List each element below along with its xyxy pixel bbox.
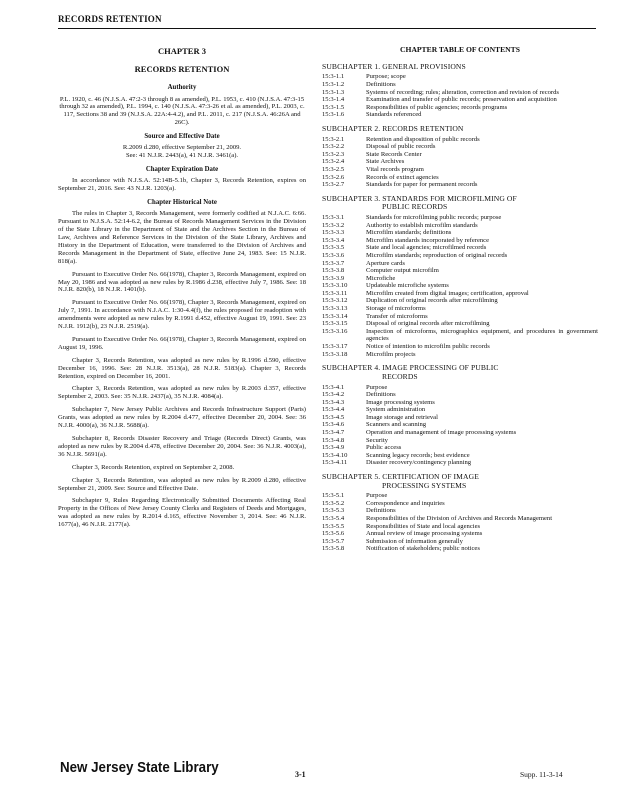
- subchapter-heading: [322, 63, 598, 72]
- section-title: Purpose; scope: [366, 73, 406, 81]
- toc-entry[interactable]: [322, 222, 598, 230]
- toc-entry[interactable]: [322, 391, 598, 399]
- section-number: 15:3-3.13: [322, 305, 348, 313]
- section-number: 15:3-1.6: [322, 111, 345, 119]
- toc-entry[interactable]: [322, 429, 598, 437]
- section-title: Disposal of public records: [366, 143, 436, 151]
- section-title: Definitions: [366, 81, 396, 89]
- toc-entry[interactable]: [322, 320, 598, 328]
- section-number: 15:3-3.9: [322, 274, 345, 282]
- section-title: State and local agencies; microfilmed records: [366, 244, 487, 252]
- toc-entry[interactable]: [322, 530, 598, 538]
- section-number: 15:3-5.2: [322, 499, 345, 507]
- section-number: 15:3-4.1: [322, 383, 345, 391]
- subchapter-heading: [322, 473, 598, 490]
- section-title: Microfilm standards incorporated by reference: [366, 236, 490, 244]
- section-number: 15:3-3.5: [322, 244, 345, 252]
- section-number: 15:3-3.12: [322, 297, 348, 305]
- history-heading: Chapter Historical Note: [147, 199, 217, 207]
- toc-entry[interactable]: [322, 104, 598, 112]
- section-number: 15:3-4.3: [322, 398, 345, 406]
- section-number: 15:3-4.6: [322, 421, 345, 429]
- toc-entry[interactable]: [322, 351, 598, 359]
- toc-entry[interactable]: [322, 313, 598, 321]
- toc-entry[interactable]: [322, 492, 598, 500]
- section-title: Notice of intention to microfilm public records: [366, 342, 490, 350]
- section-number: 15:3-5.4: [322, 515, 345, 523]
- library-logo: New Jersey State Library: [60, 760, 219, 776]
- toc-entry[interactable]: [322, 421, 598, 429]
- section-title: Microfiche: [366, 274, 396, 282]
- section-number: 15:3-4.9: [322, 444, 345, 452]
- section-number: 15:3-5.5: [322, 522, 345, 530]
- section-number: 15:3-3.17: [322, 342, 348, 350]
- history-paragraph: The rules in Chapter 3, Records Management, were formerly codified at N.J.A.C. 6:66. Pursuant to N.J.S.A. 52:14-6.2, the Bureau of Records Management Services in the Division of the State Library in the Department of State and the Archives Section in the Bureau of Law, Archives and Reference Services in the Division of the State Library, Archives and History in the Department of Education, were transferred to the Division of Archives and Records Management in the Department of State, effective June 24, 1983. See: 15 N.J.R. 818(a).: [58, 210, 306, 265]
- running-head: RECORDS RETENTION: [58, 14, 162, 24]
- toc-entry[interactable]: [322, 523, 598, 531]
- toc-entry[interactable]: [322, 237, 598, 245]
- section-number: 15:3-3.10: [322, 282, 348, 290]
- toc-entry[interactable]: [322, 151, 598, 159]
- section-title: Disaster recovery/contingency planning: [366, 459, 472, 467]
- section-title: Aperture cards: [366, 259, 405, 267]
- section-number: 15:3-1.1: [322, 73, 345, 81]
- toc-entry[interactable]: [322, 96, 598, 104]
- section-number: 15:3-3.8: [322, 267, 345, 275]
- supplement-date: Supp. 11-3-14: [520, 770, 563, 779]
- section-title: Correspondence and inquiries: [366, 499, 445, 507]
- section-title: Standards for microfilming public records; purpose: [366, 214, 502, 222]
- subchapter-title-cont: RECORDS: [382, 371, 418, 381]
- history-paragraph: Subchapter 9, Rules Regarding Electronically Submitted Documents Affecting Real Property in the Offices of New Jersey County Clerks and Registers of Deeds and Mortgages, was adopted as new rules by R.2014 d.165, effective November 3, 2014. See: 46 N.J.R. 1677(a), 46 N.J.R. 2177(a).: [58, 497, 306, 529]
- toc-entry[interactable]: [322, 252, 598, 260]
- toc-entry[interactable]: [322, 399, 598, 407]
- toc-entry[interactable]: [322, 89, 598, 97]
- toc-entry[interactable]: [322, 545, 598, 553]
- section-title: Standards referenced: [366, 111, 422, 119]
- section-number: 15:3-4.4: [322, 406, 345, 414]
- toc-entry[interactable]: [322, 275, 598, 283]
- section-number: 15:3-3.2: [322, 221, 345, 229]
- section-number: 15:3-2.2: [322, 143, 345, 151]
- section-number: 15:3-1.2: [322, 81, 345, 89]
- toc-entry[interactable]: [322, 538, 598, 546]
- toc-entry[interactable]: [322, 214, 598, 222]
- toc-entry[interactable]: [322, 81, 598, 89]
- section-title: Records of extinct agencies: [366, 173, 439, 181]
- left-column: [58, 36, 306, 534]
- source-text-1: R.2009 d.280, effective September 21, 2009.: [122, 144, 242, 152]
- toc-entry[interactable]: [322, 290, 598, 298]
- section-title: Transfer of microforms: [366, 312, 428, 320]
- history-paragraph: Subchapter 8, Records Disaster Recovery and Triage (Records Direct) Grants, was adopted as new rules by R.2004 d.478, effective December 20, 2004. See: 36 N.J.R. 4003(a), 36 N.J.R. 5691(a).: [58, 435, 306, 458]
- subchapter-title: SUBCHAPTER 1. GENERAL PROVISIONS: [322, 61, 466, 71]
- section-title: Microfilm projects: [366, 350, 416, 358]
- toc-entry[interactable]: [322, 305, 598, 313]
- toc-entry[interactable]: [322, 244, 598, 252]
- section-number: 15:3-5.1: [322, 492, 345, 500]
- history-paragraph: Pursuant to Executive Order No. 66(1978), Chapter 3, Records Management, expired on August 19, 1996.: [58, 335, 306, 351]
- subchapter-title-cont: PROCESSING SYSTEMS: [382, 480, 467, 490]
- section-number: 15:3-2.4: [322, 158, 345, 166]
- section-number: 15:3-3.14: [322, 312, 348, 320]
- section-number: 15:3-3.18: [322, 350, 348, 358]
- toc-entry[interactable]: [322, 452, 598, 460]
- toc-entry[interactable]: [322, 459, 598, 467]
- section-number: 15:3-2.1: [322, 135, 345, 143]
- toc-entry[interactable]: [322, 406, 598, 414]
- section-number: 15:3-3.1: [322, 214, 345, 222]
- toc-entry[interactable]: [322, 507, 598, 515]
- toc-entry[interactable]: [322, 111, 598, 119]
- history-paragraph: Chapter 3, Records Retention, was adopted as new rules by R.2009 d.280, effective September 21, 2009. See: Source and Effective Date.: [58, 476, 306, 492]
- section-title: Responsibilities of public agencies; records programs: [366, 103, 508, 111]
- history-paragraph: Subchapter 7, New Jersey Public Archives and Records Infrastructure Support (Paris) Grants, was adopted as new rules by R.2004 d.477, effective December 20, 2004. See: 36 N.J.R. 4000(a), 36 N.J.R. 5688(a).: [58, 406, 306, 430]
- subchapter-title: SUBCHAPTER 2. RECORDS RETENTION: [322, 123, 464, 133]
- section-title: Public access: [366, 444, 402, 452]
- history-paragraph: Chapter 3, Records Retention, was adopted as new rules by R.2003 d.357, effective September 2, 2003. See: 35 N.J.R. 2437(a), 35 N.J.R. 4084(a).: [58, 385, 306, 401]
- section-number: 15:3-3.7: [322, 259, 345, 267]
- toc-entry[interactable]: [322, 282, 598, 290]
- subchapter-title-cont: PUBLIC RECORDS: [382, 202, 448, 212]
- toc-entry[interactable]: [322, 267, 598, 275]
- section-number: 15:3-2.6: [322, 173, 345, 181]
- authority-text: P.L. 1920, c. 46 (N.J.S.A. 47:2-3 through 8 as amended), P.L. 1953, c. 410 (N.J.S.A. 47:3-15 through 32 as amended), P.L. 1994, c. 140 (N.J.S.A. 47:3-26 et al. as amended), P.L. 2003, c. 117, Sections 38 and 39 (N.J.S.A. 22A:4-4.2), and P.L. 2011, c. 217 (N.J.S.A. 46:26A and 26C).: [59, 95, 305, 127]
- toc-entry[interactable]: [322, 515, 598, 523]
- subchapter-heading: [322, 364, 598, 381]
- toc-entry[interactable]: [322, 444, 598, 452]
- toc-entry[interactable]: [322, 174, 598, 182]
- section-number: 15:3-5.3: [322, 507, 345, 515]
- history-paragraph: Pursuant to Executive Order No. 66(1978), Chapter 3, Records Management, expired on May 20, 1986 and was adopted as new rules by R.1986 d.238, effective July 7, 1986. See: 18 N.J.R. 820(b), 18 N.J.R. 1401(b).: [58, 270, 306, 294]
- section-title: Responsibilities of the Division of Archives and Records Management: [366, 515, 553, 523]
- section-number: 15:3-4.7: [322, 429, 345, 436]
- section-title: Scanning legacy records; best evidence: [366, 451, 470, 459]
- toc-title: CHAPTER TABLE OF CONTENTS: [400, 45, 520, 54]
- section-number: 15:3-3.3: [322, 229, 345, 237]
- section-number: 15:3-5.8: [322, 545, 345, 553]
- section-number: 15:3-5.7: [322, 537, 345, 545]
- section-title: Definitions: [366, 391, 396, 399]
- subchapter-title: SUBCHAPTER 4. IMAGE PROCESSING OF PUBLIC: [322, 363, 499, 373]
- toc-entry[interactable]: [322, 500, 598, 508]
- section-title: Notification of stakeholders; public notices: [366, 545, 480, 553]
- source-text-2: See: 41 N.J.R. 2443(a), 41 N.J.R. 3461(a).: [125, 152, 239, 160]
- toc-entry[interactable]: [322, 260, 598, 268]
- chapter-label: CHAPTER 3: [158, 46, 206, 56]
- section-title: Purpose: [366, 383, 388, 391]
- subchapter-heading: [322, 125, 598, 134]
- right-column: [322, 36, 598, 553]
- section-title: Disposal of original records after microfilming: [366, 320, 490, 328]
- section-title: Responsibilities of State and local agencies: [366, 522, 481, 530]
- section-title: Storage of microforms: [366, 305, 426, 313]
- authority-heading: Authority: [167, 84, 197, 92]
- toc-entry[interactable]: [322, 328, 598, 343]
- section-title: Operation and management of image processing systems: [366, 429, 517, 436]
- section-number: 15:3-5.6: [322, 530, 345, 538]
- toc-entry[interactable]: [322, 229, 598, 237]
- section-title: Standards for paper for permanent records: [366, 181, 478, 189]
- table-of-contents: [322, 63, 598, 553]
- section-title: Microfilm created from digital images; certification, approval: [366, 289, 529, 297]
- source-heading: Source and Effective Date: [144, 133, 220, 141]
- expiration-heading: Chapter Expiration Date: [145, 166, 219, 174]
- toc-entry[interactable]: [322, 181, 598, 189]
- toc-entry[interactable]: [322, 414, 598, 422]
- section-title: Computer output microfilm: [366, 267, 439, 275]
- toc-entry[interactable]: [322, 143, 598, 151]
- toc-entry[interactable]: [322, 158, 598, 166]
- section-number: 15:3-4.8: [322, 436, 345, 444]
- section-title: Inspection of microforms, micrographics equipment, and procedures in government agencies: [366, 327, 598, 343]
- section-number: 15:3-2.3: [322, 150, 345, 158]
- toc-entry[interactable]: [322, 437, 598, 445]
- section-number: 15:3-1.5: [322, 103, 345, 111]
- toc-entry[interactable]: [322, 384, 598, 392]
- section-number: 15:3-4.10: [322, 451, 348, 459]
- section-title: Image processing systems: [366, 398, 435, 406]
- section-number: 15:3-3.16: [322, 327, 348, 335]
- toc-entry[interactable]: [322, 297, 598, 305]
- chapter-name: RECORDS RETENTION: [134, 64, 230, 75]
- section-title: Microfilm standards; reproduction of original records: [366, 252, 508, 259]
- section-title: State Archives: [366, 158, 405, 166]
- section-title: Annual review of image processing systems: [366, 530, 483, 538]
- section-title: System administration: [366, 406, 426, 414]
- section-number: 15:3-4.5: [322, 413, 345, 421]
- section-title: Vital records program: [366, 165, 424, 173]
- section-title: Duplication of original records after microfilming: [366, 297, 498, 305]
- section-title: Scanners and scanning: [366, 421, 427, 429]
- section-number: 15:3-3.11: [322, 289, 348, 297]
- section-title: Definitions: [366, 507, 396, 515]
- section-title: Retention and disposition of public records: [366, 135, 480, 143]
- section-number: 15:3-1.4: [322, 96, 345, 104]
- section-title: Systems of recording; rules; alteration, correction and revision of records: [366, 88, 559, 96]
- toc-entry[interactable]: [322, 166, 598, 174]
- section-title: Examination and transfer of public records; preservation and acquisition: [366, 96, 557, 104]
- history-paragraphs: [58, 210, 306, 529]
- history-paragraph: Chapter 3, Records Retention, was adopted as new rules by R.1996 d.590, effective December 16, 1996. See: 28 N.J.R. 3513(a), 28 N.J.R. 5183(a). Chapter 3, Records Retention, expired on December 16, 2001.: [58, 356, 306, 380]
- section-title: Purpose: [366, 492, 388, 500]
- toc-entry[interactable]: [322, 73, 598, 81]
- expiration-text: In accordance with N.J.S.A. 52:14B-5.1b, Chapter 3, Records Retention, expires on September 21, 2016. See: 43 N.J.R. 1203(a).: [58, 177, 306, 193]
- top-rule: [58, 28, 596, 29]
- section-number: 15:3-2.7: [322, 181, 345, 189]
- section-number: 15:3-3.4: [322, 236, 345, 244]
- page-number: 3-1: [295, 770, 306, 779]
- history-paragraph: Pursuant to Executive Order No. 66(1978), Chapter 3, Records Management, expired on July 7, 1991. In accordance with N.J.A.C. 1:30-4.4(f), the rules proposed for readoption with amendments were adopted as new rules by R.1991 d.452, effective August 19, 1991. See: 23 N.J.R. 1912(b), 23 N.J.R. 2519(a).: [58, 299, 306, 331]
- toc-entry[interactable]: [322, 136, 598, 144]
- section-title: Authority to establish microfilm standards: [366, 221, 478, 229]
- section-number: 15:3-2.5: [322, 165, 345, 173]
- section-number: 15:3-3.15: [322, 320, 348, 328]
- toc-entry[interactable]: [322, 343, 598, 351]
- section-title: Security: [366, 436, 388, 444]
- subchapter-heading: [322, 195, 598, 212]
- section-title: State Records Center: [366, 150, 422, 158]
- section-title: Submission of information generally: [366, 537, 463, 545]
- subchapter-title: SUBCHAPTER 3. STANDARDS FOR MICROFILMING OF: [322, 193, 517, 203]
- section-number: 15:3-4.2: [322, 391, 345, 399]
- section-number: 15:3-4.11: [322, 459, 348, 467]
- section-number: 15:3-1.3: [322, 88, 345, 96]
- subchapter-title: SUBCHAPTER 5. CERTIFICATION OF IMAGE: [322, 471, 479, 481]
- section-title: Updateable microfiche systems: [366, 282, 449, 290]
- section-title: Microfilm standards; definitions: [366, 229, 452, 237]
- section-number: 15:3-3.6: [322, 252, 345, 259]
- history-paragraph: Chapter 3, Records Retention, expired on September 2, 2008.: [72, 463, 235, 471]
- section-title: Image storage and retrieval: [366, 413, 438, 421]
